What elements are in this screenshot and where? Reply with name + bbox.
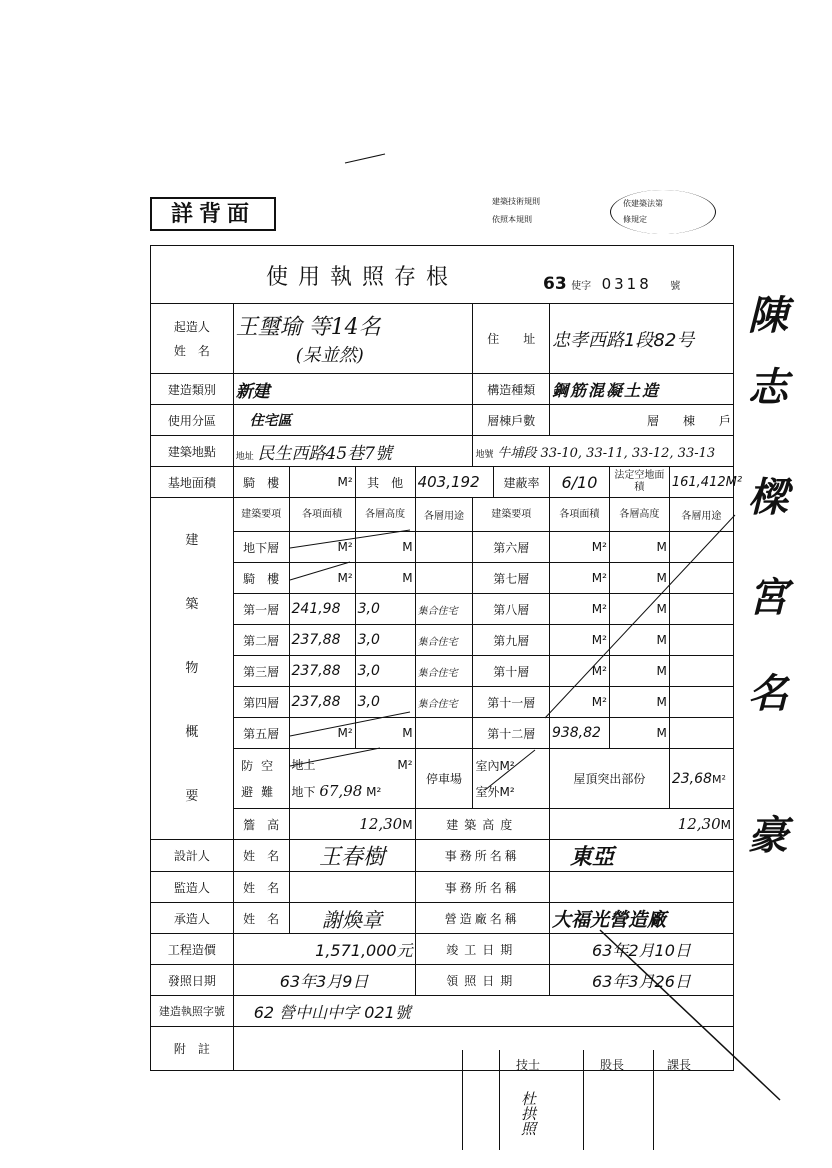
side-label-4: 要 bbox=[185, 788, 199, 804]
floor-name: 第一層 bbox=[233, 594, 289, 625]
eave-label: 簷 高 bbox=[233, 809, 289, 840]
side-label-2: 物 bbox=[185, 660, 199, 676]
arcade-unit: M² bbox=[289, 467, 355, 498]
header-paren-2: 條規定 bbox=[623, 215, 647, 224]
coverage-label: 建蔽率 bbox=[494, 467, 550, 498]
strike-line bbox=[545, 515, 735, 718]
cost-label: 工程造價 bbox=[151, 934, 234, 965]
receive-value: 63年3月26日 bbox=[549, 965, 733, 996]
right-mark-1: 志 bbox=[748, 364, 788, 411]
permit-value: 62 營中山中字 021號 bbox=[233, 996, 733, 1027]
side-label-3: 概 bbox=[185, 724, 199, 740]
floor-use: 集合住宅 bbox=[415, 687, 473, 718]
issue-label: 發照日期 bbox=[151, 965, 234, 996]
parking-out: 室外M² bbox=[475, 784, 515, 799]
floor-area-unit-right: M² bbox=[549, 687, 609, 718]
roof-label: 屋頂突出部份 bbox=[549, 749, 669, 809]
approval-col-1-name: 杜拱照 bbox=[519, 1091, 537, 1136]
floor-name-right: 第十二層 bbox=[473, 718, 549, 749]
right-mark-2: 樑 bbox=[748, 474, 788, 521]
shelter-ground-label: 地上 bbox=[291, 758, 316, 772]
remarks-label: 附 註 bbox=[151, 1027, 234, 1071]
shelter-label: 防空避難 bbox=[233, 749, 289, 809]
floor-height: 3,0 bbox=[355, 687, 415, 718]
contractor-name: 謝煥章 bbox=[289, 903, 415, 934]
designer-name: 王春樹 bbox=[289, 840, 415, 872]
floor-name-right: 第七層 bbox=[473, 563, 549, 594]
other-label: 其 他 bbox=[355, 467, 415, 498]
shelter-under-label: 地下 bbox=[291, 785, 316, 799]
arcade-label: 騎 樓 bbox=[233, 467, 289, 498]
designer-name-label: 姓 名 bbox=[233, 840, 289, 872]
floor-height: 3,0 bbox=[355, 656, 415, 687]
floor-name: 第三層 bbox=[233, 656, 289, 687]
parking-in: 室內M² bbox=[475, 758, 515, 773]
floor-name-right: 第六層 bbox=[473, 532, 549, 563]
permit-label: 建造執照字號 bbox=[151, 996, 234, 1027]
side-label-1: 築 bbox=[185, 596, 199, 612]
side-label-0: 建 bbox=[185, 532, 199, 548]
right-mark-5: 豪 bbox=[748, 812, 788, 859]
shelter-under-unit: M² bbox=[366, 785, 382, 799]
contractor-name-label: 姓 名 bbox=[233, 903, 289, 934]
other-value: 403,192 bbox=[415, 467, 494, 498]
floor-height: 3,0 bbox=[355, 594, 415, 625]
owner-value: 王璽瑜 等14名 bbox=[235, 315, 381, 340]
strike-line bbox=[290, 562, 350, 580]
issue-value: 63年3月9日 bbox=[233, 965, 415, 996]
address-value: 忠孝西路1段82号 bbox=[549, 304, 733, 374]
strike-line bbox=[290, 748, 380, 766]
floor-name-right: 第十層 bbox=[473, 656, 549, 687]
legal-area-value: 161,412M² bbox=[669, 467, 733, 498]
floor-name: 第五層 bbox=[233, 718, 289, 749]
designer-office-label: 事務所名稱 bbox=[415, 840, 549, 872]
header-note-2: 依照本規則 bbox=[492, 215, 532, 224]
floor-name: 第四層 bbox=[233, 687, 289, 718]
approval-col-3-label: 課長 bbox=[666, 1058, 691, 1072]
floor-area: 237,88 bbox=[289, 656, 355, 687]
floor-height-unit: M bbox=[355, 563, 415, 594]
floor-height-unit-right: M bbox=[609, 625, 669, 656]
floor-use: 集合住宅 bbox=[415, 625, 473, 656]
contractor-factory: 大福光營造廠 bbox=[549, 903, 733, 934]
right-mark-0: 陳 bbox=[748, 292, 788, 339]
floor-use: 集合住宅 bbox=[415, 656, 473, 687]
header-paren-1: 依建築法第 bbox=[623, 199, 663, 208]
floor-area-unit-right: M² bbox=[549, 563, 609, 594]
designer-office: 東亞 bbox=[549, 840, 733, 872]
hdr-area-right: 各項面積 bbox=[549, 498, 609, 532]
owner-label-1: 起造人 bbox=[173, 319, 210, 334]
receive-label: 領照日期 bbox=[415, 965, 549, 996]
eave-value: 12,30 bbox=[359, 815, 403, 833]
floor-name: 地下層 bbox=[233, 532, 289, 563]
license-year: 63 bbox=[543, 274, 567, 294]
cost-value: 1,571,000元 bbox=[233, 934, 415, 965]
floors-value: 層 棟 戶 bbox=[549, 405, 733, 436]
floor-area-right: 938,82 bbox=[549, 718, 609, 749]
floor-area-unit-right: M² bbox=[549, 656, 609, 687]
completion-value: 63年2月10日 bbox=[549, 934, 733, 965]
floors-label: 層棟戶數 bbox=[473, 405, 549, 436]
hdr-use-right: 各層用途 bbox=[669, 498, 733, 532]
license-suffix: 號 bbox=[670, 281, 681, 292]
floor-height-unit-right: M bbox=[609, 563, 669, 594]
floor-name-right: 第九層 bbox=[473, 625, 549, 656]
contractor-label: 承造人 bbox=[151, 903, 234, 934]
supervisor-name-label: 姓 名 bbox=[233, 872, 289, 903]
shelter-under-value: 67,98 bbox=[319, 782, 363, 800]
zone-value: 住宅區 bbox=[233, 405, 473, 436]
legal-area-label: 法定空地面積 bbox=[609, 467, 669, 498]
floor-area-unit-right: M² bbox=[549, 594, 609, 625]
height-unit: M bbox=[720, 818, 731, 832]
strike-line bbox=[290, 530, 410, 548]
supervisor-label: 監造人 bbox=[151, 872, 234, 903]
site-value: 民生西路45巷7號 bbox=[257, 443, 392, 464]
address-label: 住 址 bbox=[473, 304, 549, 374]
floor-height-unit-right: M bbox=[609, 687, 669, 718]
completion-label: 竣工日期 bbox=[415, 934, 549, 965]
floor-height-unit-right: M bbox=[609, 532, 669, 563]
floor-area-unit: M² bbox=[289, 563, 355, 594]
floor-height-unit: M bbox=[355, 532, 415, 563]
supervisor-office-label: 事務所名稱 bbox=[415, 872, 549, 903]
license-num: 0318 bbox=[601, 275, 652, 293]
owner-label-2: 姓 名 bbox=[173, 343, 210, 358]
floor-name: 騎 樓 bbox=[233, 563, 289, 594]
floor-height-unit: M bbox=[355, 718, 415, 749]
structure-label: 構造種類 bbox=[473, 374, 549, 405]
floor-height-unit-right: M bbox=[609, 656, 669, 687]
hdr-area-left: 各項面積 bbox=[289, 498, 355, 532]
height-label: 建築高度 bbox=[415, 809, 549, 840]
site-lot-label: 地號 bbox=[475, 449, 494, 460]
zone-label: 使用分區 bbox=[151, 405, 234, 436]
hdr-height-right: 各層高度 bbox=[609, 498, 669, 532]
hdr-item-right: 建築要項 bbox=[473, 498, 549, 532]
strike-line bbox=[345, 154, 385, 163]
designer-label: 設計人 bbox=[151, 840, 234, 872]
area-label: 基地面積 bbox=[151, 467, 234, 498]
floor-height: 3,0 bbox=[355, 625, 415, 656]
approval-col-1-label: 技士 bbox=[515, 1058, 540, 1072]
right-mark-3: 宮 bbox=[748, 574, 788, 621]
build-type-value: 新建 bbox=[233, 374, 473, 405]
hdr-height-left: 各層高度 bbox=[355, 498, 415, 532]
site-sub-label: 地址 bbox=[235, 451, 254, 462]
owner-value-2: (呆並然) bbox=[295, 345, 364, 366]
eave-unit: M bbox=[402, 818, 413, 832]
header-note-1: 建築技術規則 bbox=[492, 197, 540, 206]
floor-area: 237,88 bbox=[289, 625, 355, 656]
right-mark-4: 名 bbox=[748, 670, 788, 717]
parking-label: 停車場 bbox=[415, 749, 473, 809]
approval-col-2-label: 股長 bbox=[599, 1058, 624, 1072]
roof-value-num: 23,68 bbox=[671, 770, 712, 787]
floor-use: 集合住宅 bbox=[415, 594, 473, 625]
strike-line bbox=[290, 712, 410, 736]
floor-name: 第二層 bbox=[233, 625, 289, 656]
hdr-use-left: 各層用途 bbox=[415, 498, 473, 532]
site-label: 建築地點 bbox=[151, 436, 234, 467]
floor-name-right: 第十一層 bbox=[473, 687, 549, 718]
site-lot-value: 牛埔段 33-10, 33-11, 33-12, 33-13 bbox=[497, 445, 716, 461]
floor-area-unit: M² bbox=[289, 532, 355, 563]
stamp-label: 詳背面 bbox=[170, 201, 255, 227]
floor-area-unit: M² bbox=[289, 718, 355, 749]
form-title: 使用執照存根 bbox=[266, 265, 459, 290]
floor-height-unit-right: M bbox=[609, 594, 669, 625]
floor-height-unit-right: M bbox=[609, 718, 669, 749]
floor-area: 241,98 bbox=[289, 594, 355, 625]
floor-area-unit-right: M² bbox=[549, 625, 609, 656]
floor-area: 237,88 bbox=[289, 687, 355, 718]
floor-area-unit-right: M² bbox=[549, 532, 609, 563]
shelter-ground-unit: M² bbox=[397, 758, 413, 772]
height-value: 12,30 bbox=[677, 815, 721, 833]
floor-name-right: 第八層 bbox=[473, 594, 549, 625]
roof-unit: M² bbox=[711, 772, 726, 786]
license-type: 使字 bbox=[571, 281, 592, 292]
coverage-value: 6/10 bbox=[549, 467, 609, 498]
structure-value: 鋼筋混凝土造 bbox=[549, 374, 733, 405]
contractor-factory-label: 營造廠名稱 bbox=[415, 903, 549, 934]
strike-line bbox=[485, 750, 535, 790]
strike-line bbox=[600, 930, 780, 1100]
build-type-label: 建造類別 bbox=[151, 374, 234, 405]
hdr-item-left: 建築要項 bbox=[233, 498, 289, 532]
